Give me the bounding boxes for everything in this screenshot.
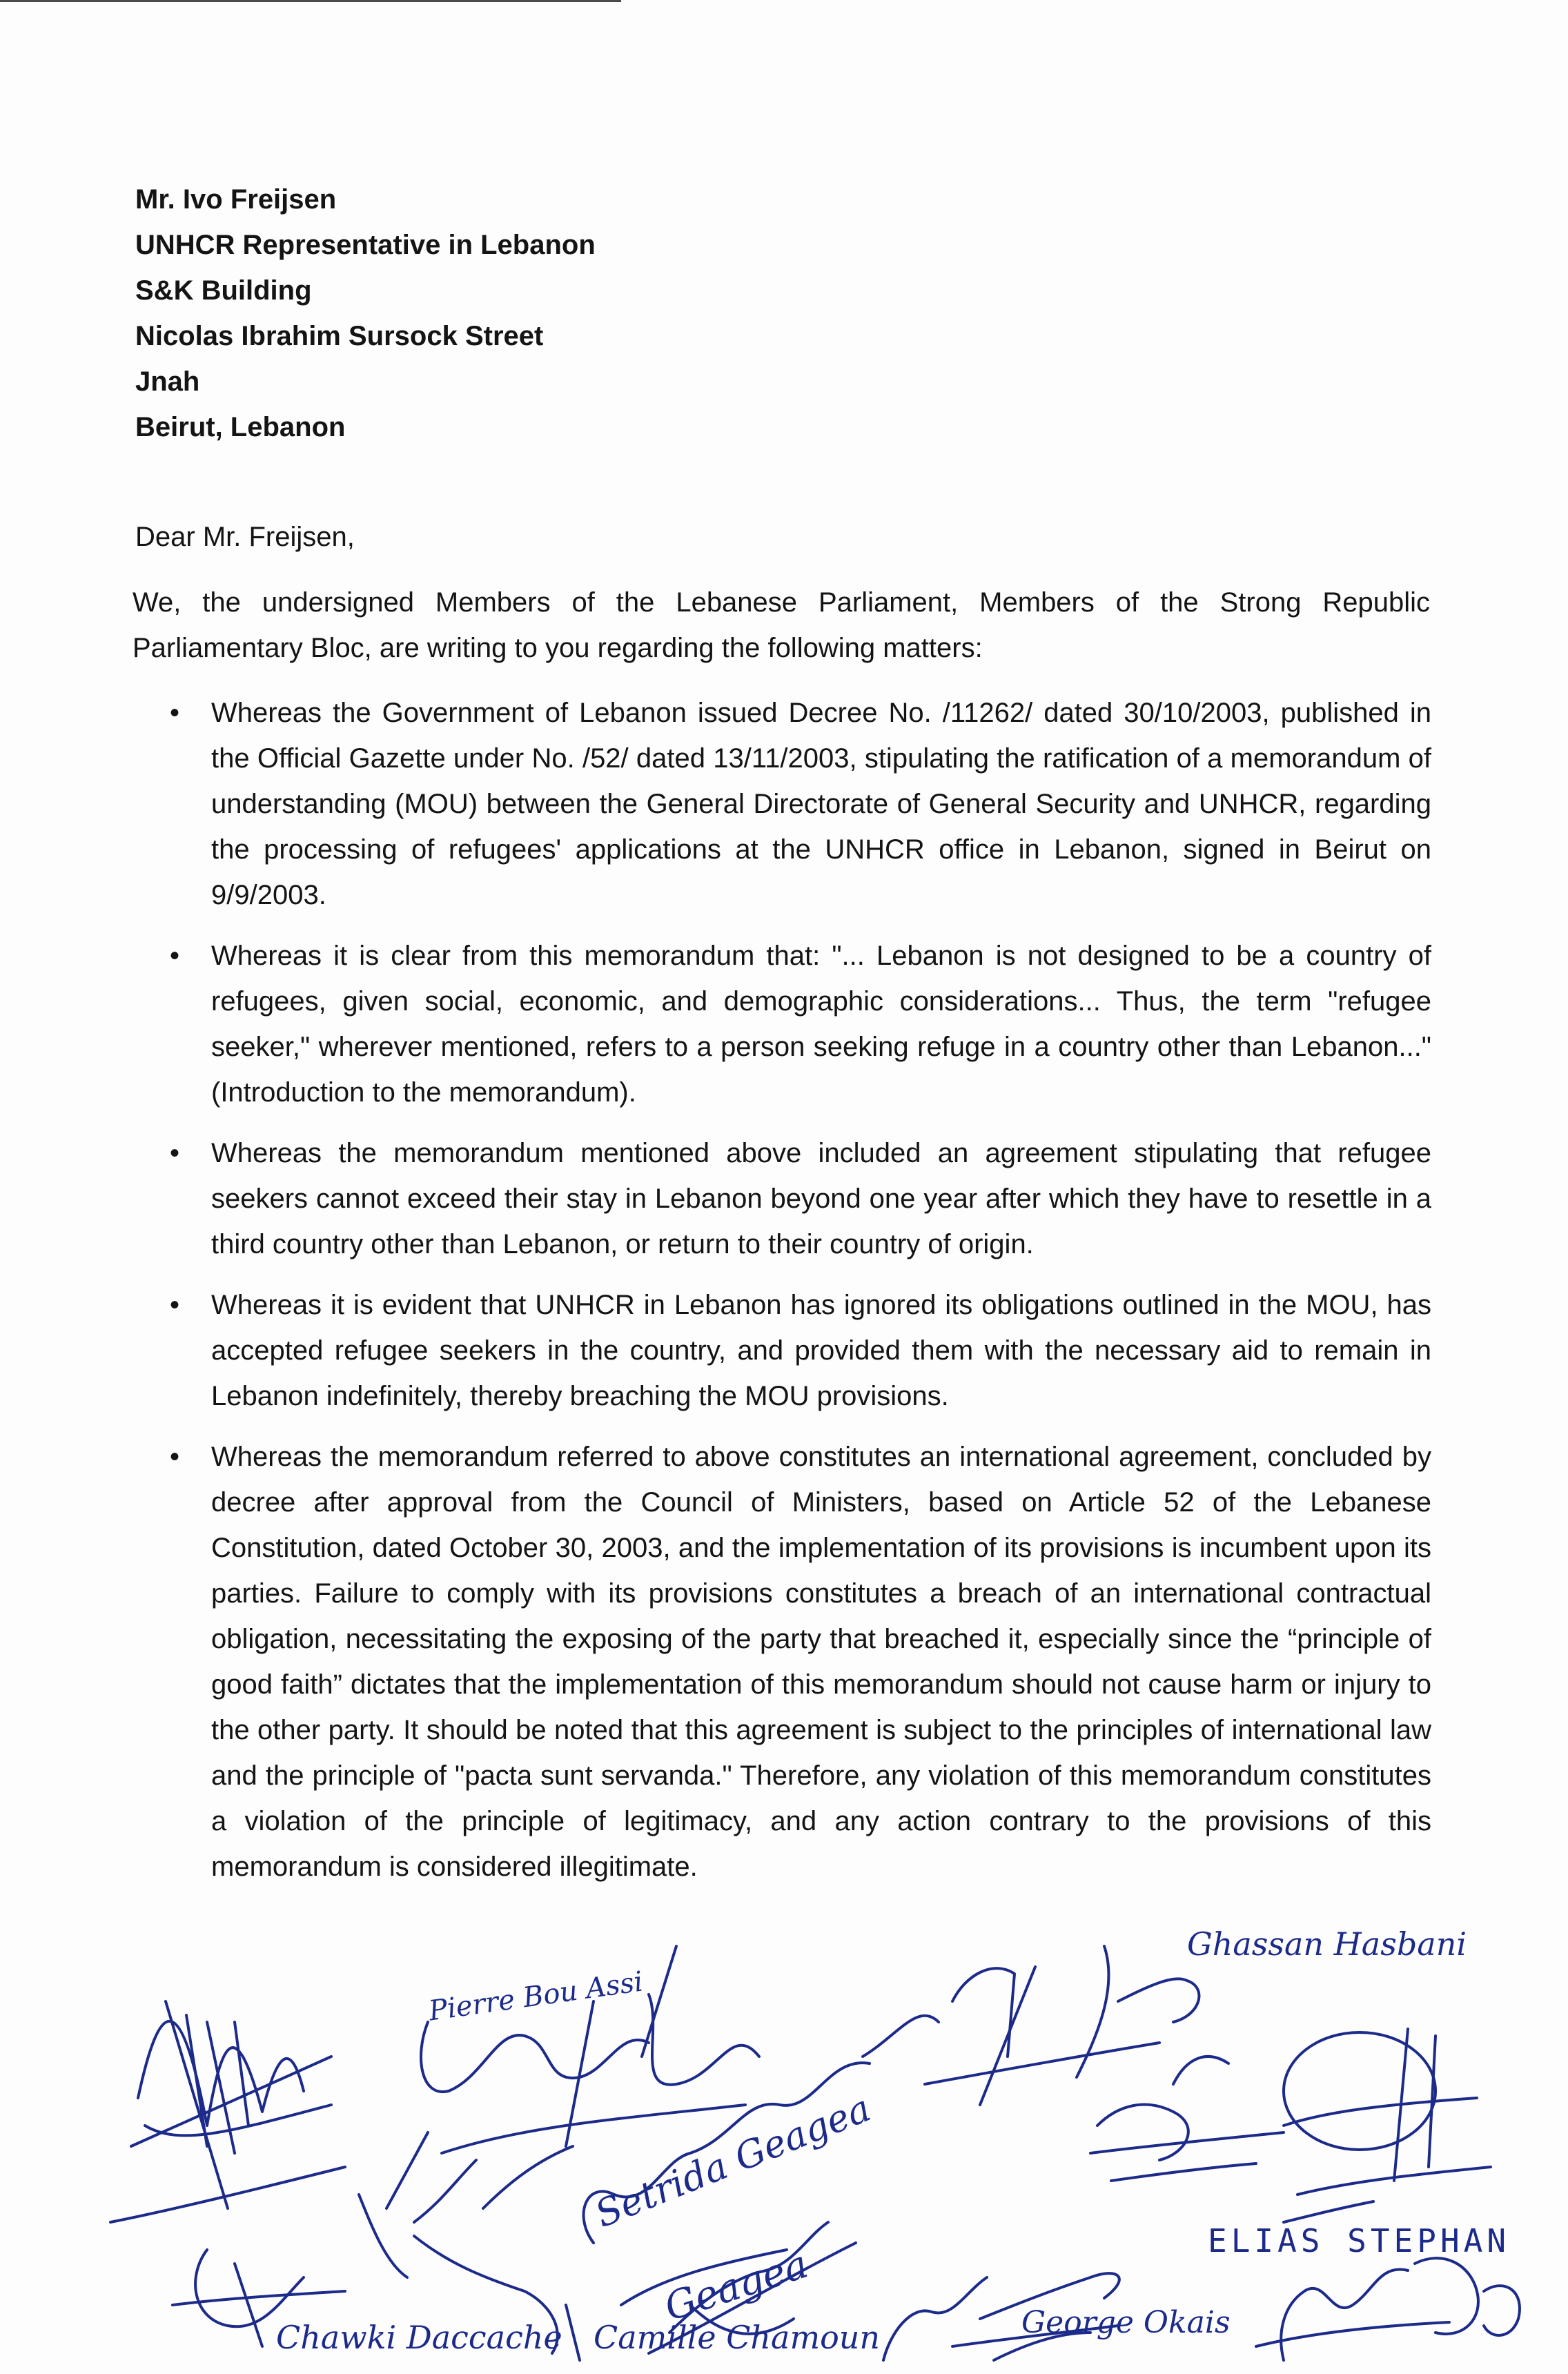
signature-area: [0, 1919, 1568, 2374]
recipient-street: Nicolas Ibrahim Sursock Street: [135, 321, 544, 351]
signature-5: [925, 1946, 1199, 2105]
signature-text-setrida: Setrida Geagea: [589, 2086, 877, 2237]
signature-text-geagea: Geagea: [659, 2241, 814, 2331]
clause-text: Whereas it is clear from this memorandum that: "... Lebanon is not designed to be a country of refugees, given social, economic, and demographic considerations... Thus, the term "refugee seeker," wherever mentioned, refers to a person seeking refuge in a country other than Lebanon..." (Introduction to the memorandum).: [211, 941, 1431, 1108]
signature-10: [1256, 2258, 1520, 2360]
signature-text-pierre: Pierre Bou Assi: [427, 1965, 645, 2028]
signature-6: [1090, 2057, 1284, 2181]
whereas-clause-2: [153, 933, 1431, 1115]
handwritten-name-daccache: Chawki Daccache: [276, 2319, 562, 2356]
signature-3: [386, 2016, 939, 2305]
whereas-clause-1: [153, 690, 1431, 918]
bullet-icon: •: [170, 1442, 180, 1472]
recipient-city: Beirut, Lebanon: [135, 412, 346, 442]
clause-text: Whereas the Government of Lebanon issued Decree No. /11262/ dated 30/10/2003, published in the Official Gazette under No. /52/ dated 13/11/2003, stipulating the ratification of a memorandum of understanding (MOU) between the General Directorate of General Security and UNHCR, regarding the processing of refugees' applications at the UNHCR office in Lebanon, signed in Beirut on 9/9/2003.: [211, 698, 1431, 910]
salutation: Dear Mr. Freijsen,: [135, 522, 355, 552]
clause-text: Whereas it is evident that UNHCR in Lebanon has ignored its obligations outlined in the MOU, has accepted refugee seekers in the country, and provided them with the necessary aid to remain in Lebanon indefinitely, thereby breaching the MOU provisions.: [211, 1290, 1431, 1411]
bullet-icon: •: [170, 698, 180, 728]
signature-1: [110, 2001, 345, 2222]
clause-text: Whereas the memorandum mentioned above included an agreement stipulating that refugee seekers cannot exceed their stay in Lebanon beyond one year after which they have to resettle in a third country other than Lebanon, or return to their country of origin.: [211, 1138, 1431, 1259]
handwritten-name-okais: George Okais: [1021, 2305, 1231, 2340]
handwritten-name-chamoun: Camille Chamoun: [594, 2319, 881, 2356]
whereas-clause-4: [153, 1282, 1431, 1419]
handwritten-name-stephan: ELIAS STEPHAN: [1208, 2222, 1511, 2259]
recipient-name: Mr. Ivo Freijsen: [135, 184, 337, 215]
whereas-clause-3: [153, 1130, 1431, 1267]
signature-7: [1284, 2029, 1491, 2222]
bullet-icon: •: [170, 1138, 180, 1168]
bullet-icon: •: [170, 1290, 180, 1320]
whereas-clause-list: [153, 690, 1431, 1905]
clause-text: Whereas the memorandum referred to above constitutes an international agreement, concluded by decree after approval from the Council of Ministers, based on Article 52 of the Lebanese Constitution, dated October 30, 2003, and the implementation of its provisions is incumbent upon its parties. Failure to comply with its provisions constitutes a breach of an international contractual obligation, necessitating the exposing of the party that breached it, especially since the “principle of good faith” dictates that the implementation of this memorandum should not cause harm or injury to the other party. It should be noted that this agreement is subject to the principles of international law and the principle of "pacta sunt servanda." Therefore, any violation of this memorandum constitutes a violation of the principle of legitimacy, and any action contrary to the provisions of this memorandum is considered illegitimate.: [211, 1442, 1431, 1882]
bullet-icon: •: [170, 941, 180, 971]
recipient-address-block: [135, 177, 1170, 450]
recipient-title: UNHCR Representative in Lebanon: [135, 230, 596, 260]
intro-paragraph: We, the undersigned Members of the Lebanese Parliament, Members of the Strong Republic Parliamentary Bloc, are writing to you regarding the following matters:: [133, 587, 1430, 663]
handwritten-name-hasbani: Ghassan Hasbani: [1187, 1925, 1467, 1963]
recipient-district: Jnah: [135, 366, 200, 397]
recipient-building: S&K Building: [135, 275, 312, 306]
scan-top-edge: [0, 0, 621, 2]
whereas-clause-5: [153, 1434, 1431, 1890]
